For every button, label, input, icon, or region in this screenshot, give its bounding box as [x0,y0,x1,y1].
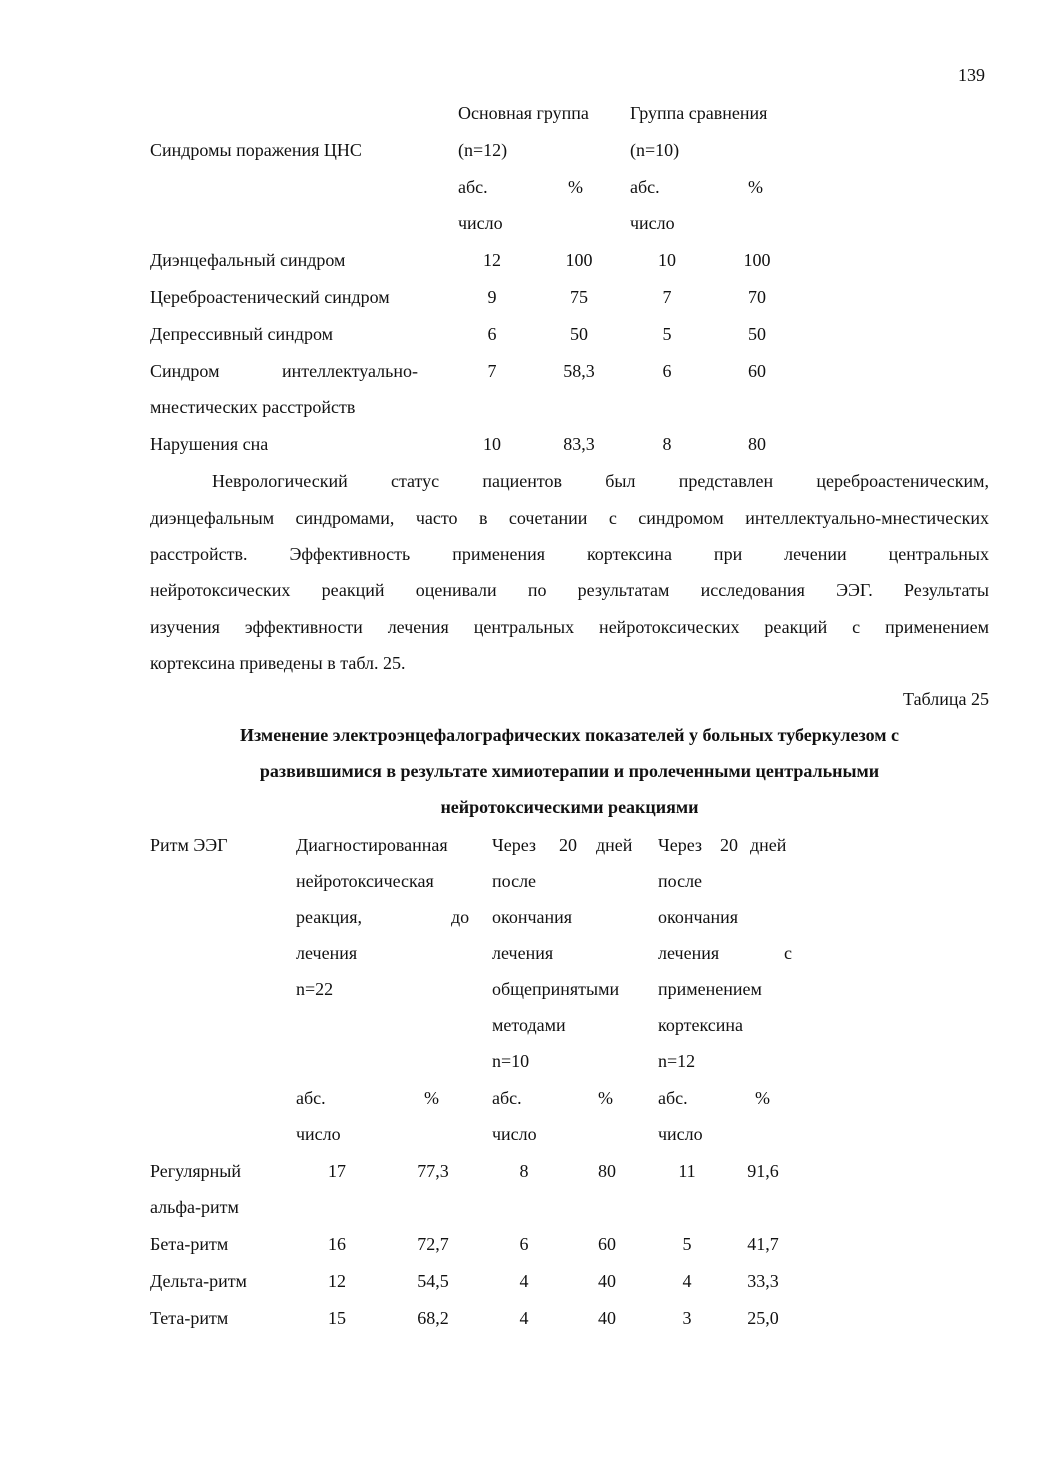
cell-value: 7 [487,361,497,381]
cell-value: 6 [662,361,672,381]
cell-value: 8 [662,434,672,454]
row-label: мнестических расстройств [150,397,356,417]
cell-value: 4 [682,1271,692,1291]
col3-header: окончания [658,907,739,927]
cell-value: 15 [328,1308,346,1328]
cell-value: 60 [748,361,766,381]
table-label: Таблица 25 [903,689,989,709]
row-label: Бета-ритм [150,1234,229,1254]
col3-header: применением [658,979,762,999]
col2-header: общепринятыми [492,979,620,999]
cell-value: 50 [570,324,588,344]
row-label: Дельта-ритм [150,1271,247,1291]
table1-abs-label: абс. [630,177,660,197]
cell-value: 70 [748,287,766,307]
row-label: интеллектуально- [282,361,418,381]
cell-value: 100 [743,250,771,270]
col1-header: Диагностированная [296,835,448,855]
col3-header: n=12 [658,1051,696,1071]
col1-header: n=22 [296,979,334,999]
cell-value: 4 [519,1308,529,1328]
col3-header: 20 [720,835,738,855]
row-label: альфа-ритм [150,1197,239,1217]
paragraph-line: Неврологический статус пациентов был представлен цереброастеническим, [212,471,989,491]
table2-abs-label-2: число [492,1124,537,1144]
table1-pct-label: % [568,177,583,197]
table1-group2-title: Группа сравнения [630,103,768,123]
cell-value: 25,0 [747,1308,779,1328]
col2-header: дней [596,835,633,855]
table1-abs-label-2: число [630,213,675,233]
col2-header: окончания [492,907,573,927]
table2-abs-label-2: число [296,1124,341,1144]
cell-value: 6 [519,1234,529,1254]
cell-value: 10 [483,434,501,454]
table2-abs-label: абс. [658,1088,688,1108]
table2-pct-label: % [755,1088,770,1108]
table2-pct-label: % [598,1088,613,1108]
cell-value: 60 [598,1234,616,1254]
table2-abs-label: абс. [296,1088,326,1108]
table2-abs-label: абс. [492,1088,522,1108]
row-label: Цереброастенический синдром [150,287,390,307]
table-title: Изменение электроэнцефалографических показателей у больных туберкулезом с [239,725,900,745]
table1-group2-n: (n=10) [630,140,680,160]
row-label: Тета-ритм [150,1308,229,1328]
cell-value: 9 [487,287,497,307]
col2-header: лечения [492,943,554,963]
cell-value: 80 [748,434,766,454]
page-number: 139 [958,65,985,85]
row-label: Регулярный [150,1161,241,1181]
cell-value: 50 [748,324,766,344]
paragraph-line: нейротоксических реакций оценивали по результатам исследования ЭЭГ. Результаты [150,580,989,600]
table1-abs-label-2: число [458,213,503,233]
paragraph-line: кортексина приведены в табл. 25. [150,653,406,673]
col1-header: до [451,907,470,927]
paragraph-line: расстройств. Эффективность применения кортексина при лечении центральных [150,544,989,564]
cell-value: 16 [328,1234,346,1254]
row-label: Депрессивный синдром [150,324,333,344]
col2-header: n=10 [492,1051,530,1071]
cell-value: 4 [519,1271,529,1291]
col3-header: с [784,943,792,963]
cell-value: 83,3 [563,434,595,454]
cell-value: 17 [328,1161,346,1181]
col2-header: Через [492,835,537,855]
cell-value: 10 [658,250,676,270]
table2-row-header: Ритм ЭЭГ [150,835,228,855]
paragraph-line: изучения эффективности лечения центральных нейротоксических реакций с применением [150,617,989,637]
cell-value: 40 [598,1308,616,1328]
cell-value: 33,3 [747,1271,779,1291]
table-title: нейротоксическими реакциями [440,797,699,817]
col3-header: после [658,871,703,891]
cell-value: 58,3 [563,361,595,381]
table-title: развившимися в результате химиотерапии и пролеченными центральными [259,761,880,781]
table1-group1-n: (n=12) [458,140,508,160]
col1-header: нейротоксическая [296,871,434,891]
table1-pct-label: % [748,177,763,197]
row-label: Нарушения сна [150,434,269,454]
cell-value: 7 [662,287,672,307]
cell-value: 80 [598,1161,616,1181]
cell-value: 72,7 [417,1234,449,1254]
cell-value: 5 [682,1234,692,1254]
cell-value: 11 [678,1161,696,1181]
row-label: Синдром [150,361,220,381]
cell-value: 12 [483,250,501,270]
cell-value: 6 [487,324,497,344]
col2-header: методами [492,1015,566,1035]
table1-abs-label: абс. [458,177,488,197]
col3-header: Через [658,835,703,855]
col1-header: лечения [296,943,358,963]
table1-row-header: Синдромы поражения ЦНС [150,140,362,160]
cell-value: 77,3 [417,1161,449,1181]
col2-header: после [492,871,537,891]
cell-value: 68,2 [417,1308,449,1328]
cell-value: 40 [598,1271,616,1291]
cell-value: 100 [565,250,593,270]
col3-header: дней [750,835,787,855]
cell-value: 75 [570,287,588,307]
table2-abs-label-2: число [658,1124,703,1144]
cell-value: 12 [328,1271,346,1291]
cell-value: 5 [662,324,672,344]
col3-header: лечения [658,943,720,963]
col3-header: кортексина [658,1015,743,1035]
cell-value: 8 [519,1161,529,1181]
col1-header: реакция, [296,907,362,927]
row-label: Диэнцефальный синдром [150,250,346,270]
cell-value: 41,7 [747,1234,779,1254]
paragraph-line: диэнцефальным синдромами, часто в сочетании с синдромом интеллектуально-мнестических [150,508,989,528]
table2-pct-label: % [424,1088,439,1108]
cell-value: 3 [682,1308,692,1328]
col2-header: 20 [559,835,577,855]
cell-value: 91,6 [747,1161,779,1181]
table1-group1-title: Основная группа [458,103,589,123]
cell-value: 54,5 [417,1271,449,1291]
